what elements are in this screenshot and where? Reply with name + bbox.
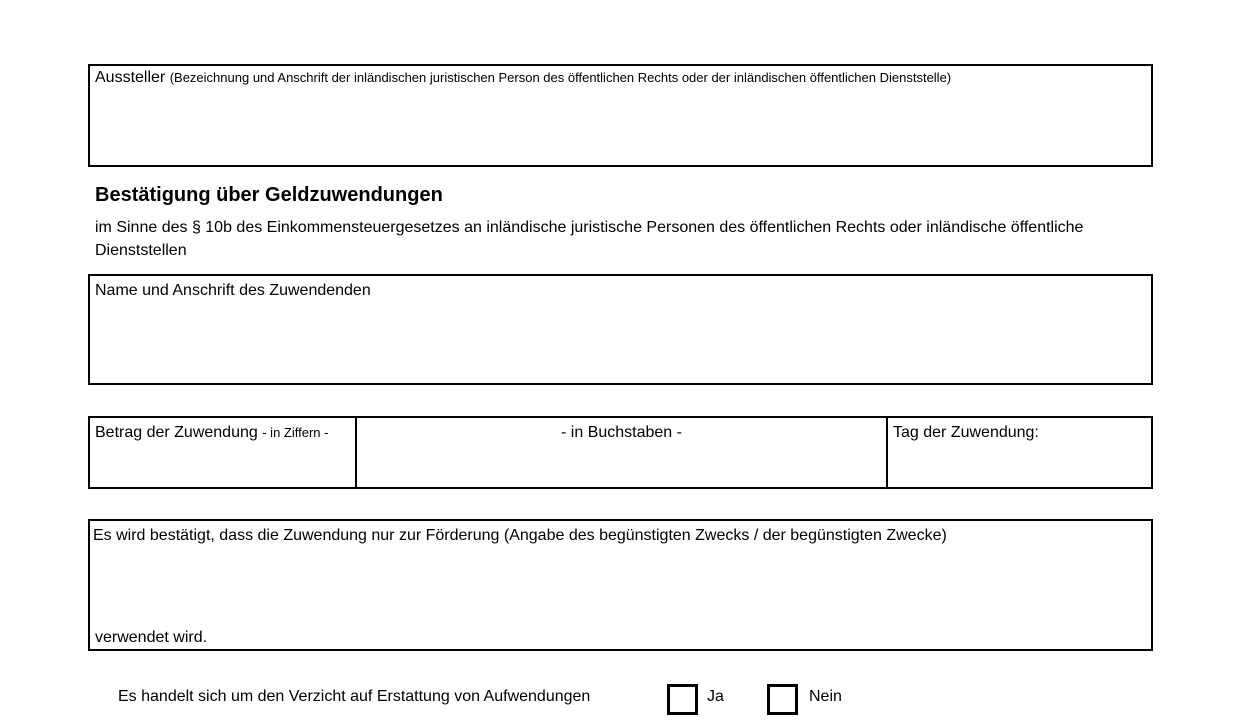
date-input[interactable] [893,448,1148,482]
document-title: Bestätigung über Geldzuwendungen [95,184,443,206]
amount-label-line [95,424,328,442]
purpose-outro: verwendet wird. [95,629,208,646]
issuer-label-line [95,69,951,87]
donor-input[interactable] [95,304,1145,380]
waiver-yes-checkbox[interactable] [667,684,698,715]
amount-row [88,416,1153,489]
document-subtitle: im Sinne des § 10b des Einkommensteuergesetzes an inländische juristische Personen des öffentlichen Rechts oder inländische öffentliche Dienststellen [95,219,1084,259]
amount-hint: - in Ziffern - [262,425,329,440]
purpose-box [88,519,1153,651]
issuer-box [88,64,1153,167]
amount-digits-input[interactable] [95,448,350,482]
amount-words-input[interactable] [362,448,882,482]
issuer-label: Aussteller [95,69,166,86]
purpose-intro: Es wird bestätigt, dass die Zuwendung nur zur Förderung (Angabe des begünstigten Zwecks / der begünstigten Zwecke) [93,527,947,544]
amount-words-label: - in Buchstaben - [561,424,682,441]
issuer-hint: (Bezeichnung und Anschrift der inländischen juristischen Person des öffentlichen Rechts oder der inländischen öffentlichen Dienststelle) [169,70,952,85]
amount-label: Betrag der Zuwendung [95,424,258,441]
purpose-input[interactable] [95,549,1145,625]
column-divider [886,418,888,487]
donor-label: Name und Anschrift des Zuwendenden [95,282,371,299]
waiver-no-checkbox[interactable] [767,684,798,715]
waiver-yes-label: Ja [707,688,724,705]
donor-box [88,274,1153,385]
date-label: Tag der Zuwendung: [893,424,1039,441]
waiver-question: Es handelt sich um den Verzicht auf Erstattung von Aufwendungen [118,688,591,705]
issuer-input[interactable] [95,90,1145,162]
waiver-no-label: Nein [809,688,842,705]
